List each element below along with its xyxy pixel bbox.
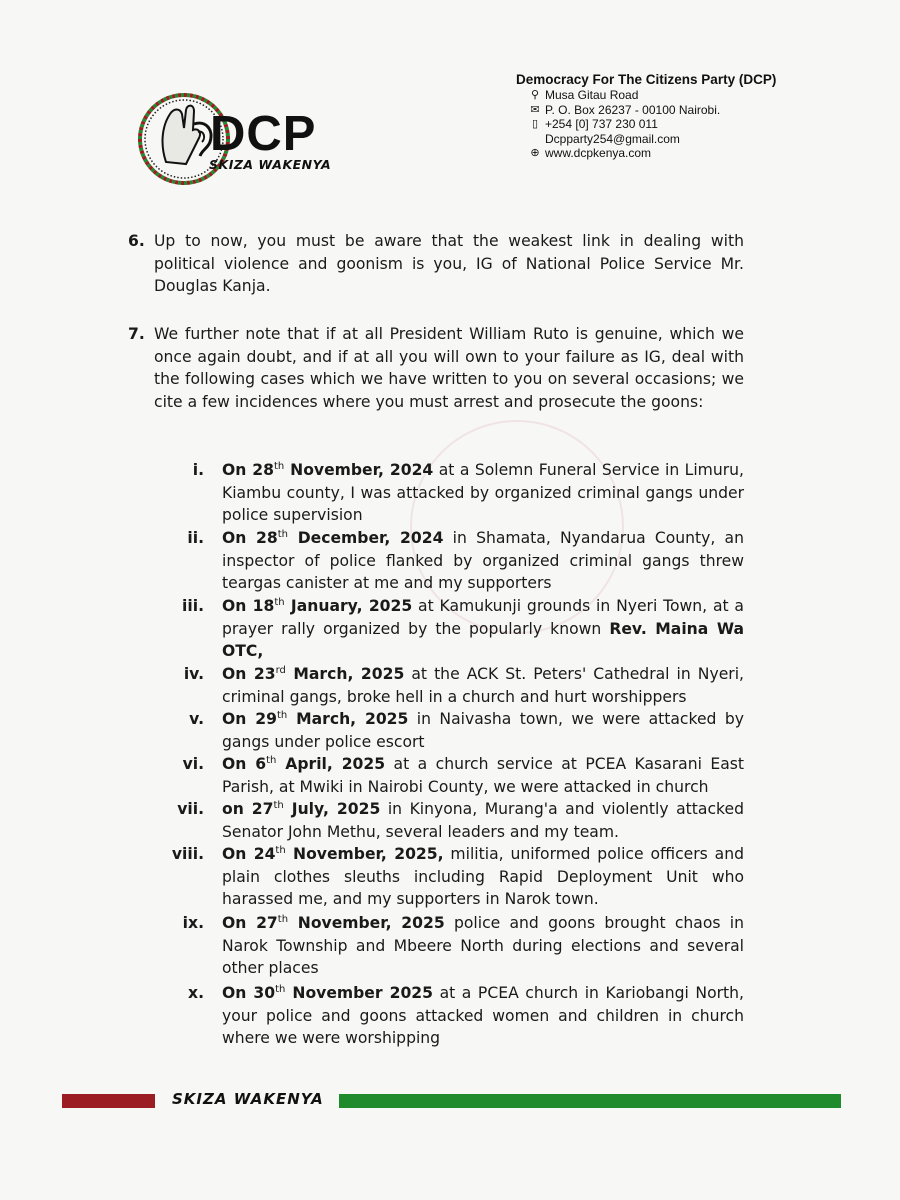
website-line — [528, 146, 776, 161]
letter-page: DCP SKIZA WAKENYA Democracy For The Citizens Party (DCP) ⚲ Musa Gitau Road ✉ P. O. Box 26237 - 00100 Nairobi. ▯ +254 [0] 737 230 011 Dcpparty254@gmail.com ⊕ www.dcpkenya.com 6. Up to now, you must be aware that the weakest link in dealing with political violence and goonism is you, IG of National Police Service Mr. Douglas Kanja. 7. We further note that if at all President William Ruto is genuine, which we once again doubt, and if at all you will own to your failure as IG, deal with the following cases which we have written to you on several occasions; we cite a few incidences where you must arrest and prosecute the goons: i. On 28th November, 2024 at a Solemn Funeral Service in Limuru, Kiambu county, I was attacked by organized criminal gangs under police supervision ii. On 28th December, 2024 in Shamata, Nyandarua County, an inspector of police flanked by organized criminal gangs threw teargas canister at me and my supporters iii. On 18th January, 2025 at Kamukunji grounds in Nyeri Town, at a prayer rally organized by the popularly known Rev. Maina Wa OTC, iv. On 23rd March, 2025 at the ACK St. Peters' Cathedral in Nyeri, criminal gangs, broke hell in a church and hurt worshippers v. On 29th March, 2025 in Naivasha town, we were attacked by gangs under police escort vi. On 6th April, 2025 at a church service at PCEA Kasarani East Parish, at Mwiki in Nairobi County, we were attacked in church vii. on 27th July, 2025 in Kinyona, Murang'a and violently attacked Senator John Methu, several leaders and my team. viii. On 24th November, 2025, militia, uniformed police officers and plain clothes sleuths including Rapid Deployment Unit who harassed me, and my supporters in Narok town. ix. On 27th November, 2025 police and goons brought chaos in Narok Township and Mbeere North during elections and several other places x. On 30th November 2025 at a PCEA church in Kariobangi North, your police and goons attacked women and children in church where we were worshipping SKIZA WAKENYA — [0, 0, 900, 1200]
paragraph-7 — [128, 323, 744, 413]
address-line — [528, 88, 776, 103]
po-box-line — [528, 103, 776, 118]
globe-icon: ⊕ — [530, 147, 540, 159]
footer-red-bar — [62, 1094, 155, 1108]
footer-slogan: SKIZA WAKENYA — [172, 1090, 324, 1108]
envelope-icon: ✉ — [530, 103, 540, 116]
paragraph-6 — [128, 230, 744, 298]
footer-green-bar — [339, 1094, 841, 1108]
letterhead — [516, 72, 776, 161]
paragraph-number: 6. — [128, 232, 145, 250]
logo-slogan: SKIZA WAKENYA — [209, 157, 332, 172]
po-box-text: P. O. Box 26237 - 00100 Nairobi. — [545, 102, 721, 117]
location-pin-icon: ⚲ — [530, 89, 540, 101]
phone-icon: ▯ — [531, 118, 539, 130]
paragraph-text: We further note that if at all President William Ruto is genuine, which we once again doubt, and if at all you will own to your failure as IG, deal with the following cases which we have written to you on several occasions; we cite a few incidences where you must arrest and prosecute the goons: — [154, 325, 744, 411]
phone-line — [528, 117, 776, 132]
phone-text: +254 [0] 737 230 011 — [545, 117, 658, 131]
email-text: Dcpparty254@gmail.com — [545, 131, 680, 146]
email-line — [528, 132, 776, 147]
paragraph-number: 7. — [128, 325, 145, 343]
website-text: www.dcpkenya.com — [545, 146, 652, 160]
address-text: Musa Gitau Road — [545, 88, 639, 102]
paragraph-text: Up to now, you must be aware that the weakest link in dealing with political violence and goonism is you, IG of National Police Service Mr. Douglas Kanja. — [154, 232, 744, 295]
logo-wordmark: DCP — [210, 107, 317, 161]
party-name: Democracy For The Citizens Party (DCP) — [516, 72, 777, 87]
